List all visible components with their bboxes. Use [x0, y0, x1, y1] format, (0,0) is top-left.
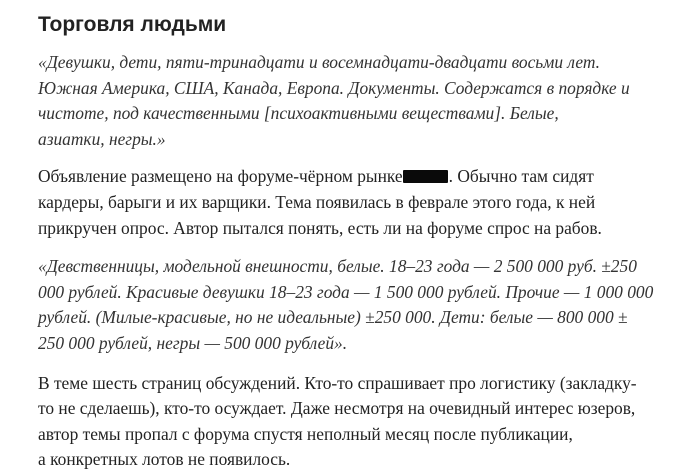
paragraph-text: Объявление размещено на форуме-чёрном рынке [38, 166, 403, 187]
paragraph-forum-post [38, 164, 678, 241]
section-heading: Торговля людьми [38, 13, 227, 36]
blockquote-listing [38, 50, 678, 152]
paragraph-line [38, 164, 678, 190]
quote-line: чистоте, под качественными [психоактивными веществами]. Белые, [38, 103, 559, 124]
paragraph-text: . Обычно там сидят [448, 166, 594, 187]
quote-line: рублей. (Милые-красивые, но не идеальные) ±250 000. Дети: белые — 800 000 ± [38, 307, 628, 328]
blockquote-prices [38, 254, 678, 356]
article-body [38, 0, 678, 473]
paragraph-line: прикручен опрос. Автор пытался понять, есть ли на форуме спрос на рабов. [38, 217, 602, 238]
quote-line: 000 рублей. Красивые девушки 18–23 года — 1 500 000 рублей. Прочие — 1 000 000 [38, 281, 654, 302]
redaction-block [403, 170, 448, 183]
paragraph-line: автор темы пропал с форума спустя неполный месяц после публикации, [38, 423, 573, 444]
quote-line: 250 000 рублей, негры — 500 000 рублей». [38, 332, 348, 353]
quote-line: «Девственницы, модельной внешности, белые. 18–23 года — 2 500 000 руб. ±250 [38, 256, 637, 277]
paragraph-line: В теме шесть страниц обсуждений. Кто-то спрашивает про логистику (закладку- [38, 372, 637, 393]
paragraph-discussion [38, 371, 678, 473]
quote-line: Южная Америка, США, Канада, Европа. Документы. Содержатся в порядке и [38, 77, 630, 98]
paragraph-line: то не сделаешь), кто-то осуждает. Даже несмотря на очевидный интерес юзеров, [38, 398, 636, 419]
quote-line: «Девушки, дети, пяти-тринадцати и восемнадцати-двадцати восьми лет. [38, 52, 600, 72]
paragraph-line: а конкретных лотов не появилось. [38, 449, 291, 470]
quote-line: азиатки, негры.» [38, 128, 166, 149]
paragraph-line: кардеры, барыги и их варщики. Тема появилась в феврале этого года, к ней [38, 191, 596, 212]
